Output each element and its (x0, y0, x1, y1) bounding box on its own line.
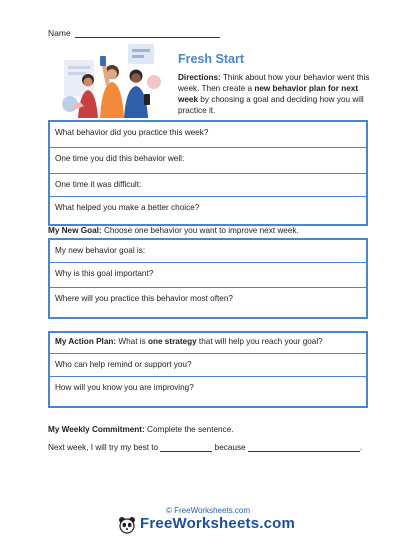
practice-reflection-box (48, 120, 368, 226)
footer-url[interactable]: © FreeWorksheets.com (166, 506, 250, 515)
goal-row-2[interactable]: Why is this goal important? (50, 263, 366, 288)
name-field[interactable] (48, 28, 220, 38)
directions-text-1: Think about how your behavior went this week. Then create a (178, 73, 370, 93)
name-label: Name (48, 28, 71, 38)
goal-box (48, 238, 368, 319)
commitment-heading (48, 425, 234, 434)
commitment-blank-1[interactable] (160, 444, 212, 452)
action-row-2[interactable]: How will you know you are improving? (55, 383, 194, 392)
commitment-label: My Weekly Commitment: (48, 425, 145, 434)
practice-row-2[interactable]: One time you did this behavior well: (50, 148, 366, 174)
directions-label: Directions: (178, 73, 221, 82)
new-goal-label: My New Goal: (48, 226, 102, 235)
practice-row-3[interactable]: One time it was difficult: (50, 174, 366, 197)
directions-text-2: by choosing a goal and deciding how you will practice it. (178, 95, 364, 115)
action-plan-text-1: What is (116, 337, 148, 346)
practice-row-4[interactable]: What helped you make a better choice? (55, 203, 200, 212)
commitment-sentence (48, 443, 362, 452)
name-line[interactable] (75, 29, 220, 38)
sentence-end: . (359, 443, 363, 452)
directions (178, 72, 370, 116)
goal-row-3[interactable]: Where will you practice this behavior most often? (55, 294, 233, 303)
action-row-1[interactable]: Who can help remind or support you? (50, 354, 366, 377)
new-goal-text: Choose one behavior you want to improve next week. (101, 226, 299, 235)
commitment-text: Complete the sentence. (144, 425, 234, 434)
action-plan-heading (50, 333, 366, 354)
panda-icon (118, 516, 136, 534)
footer-logo (118, 515, 318, 535)
worksheet-title: Fresh Start (178, 52, 244, 66)
directions-bold: new behavior plan for next week (178, 84, 359, 104)
goal-row-1[interactable]: My new behavior goal is: (50, 240, 366, 263)
new-goal-heading (48, 226, 299, 235)
students-illustration (58, 42, 166, 118)
action-plan-text-2: that will help you reach your goal? (196, 337, 323, 346)
sentence-mid: because (214, 443, 246, 452)
sentence-start: Next week, I will try my best to (48, 443, 159, 452)
action-plan-label: My Action Plan: (55, 337, 117, 346)
practice-row-1[interactable]: What behavior did you practice this week? (50, 122, 366, 148)
logo-text: FreeWorksheets.com (140, 515, 296, 532)
commitment-blank-2[interactable] (248, 443, 363, 452)
action-plan-bold: one strategy (147, 337, 197, 346)
action-plan-box (48, 331, 368, 408)
